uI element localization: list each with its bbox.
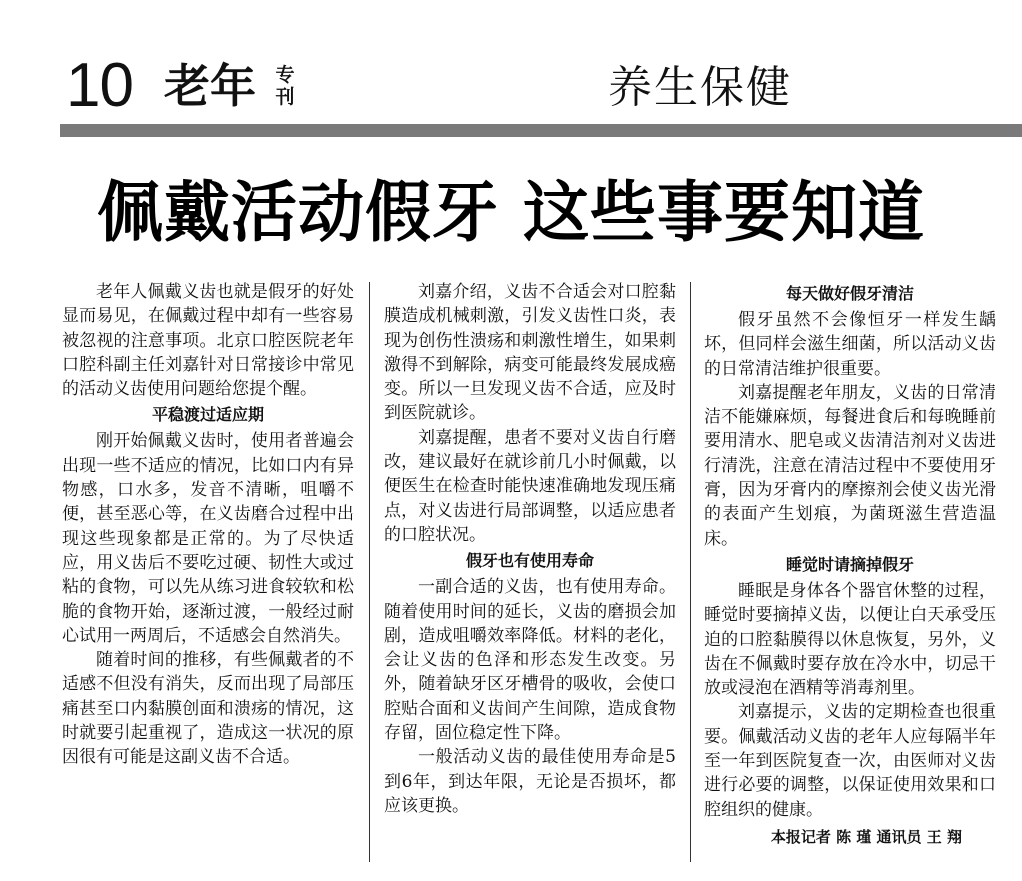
paragraph: 随着时间的推移，有些佩戴者的不适感不但没有消失，反而出现了局部压痛甚至口内黏膜创面和溃疡的情况，这时就要引起重视了，造成这一状况的原因很有可能是这副义齿不合适。 — [62, 650, 354, 768]
paragraph: 刘嘉提示，义齿的定期检查也很重要。佩戴活动义齿的老年人应每隔半年至一年到医院复查一次，由医师对义齿进行必要的调整，以保证使用效果和口腔组织的健康。 — [704, 702, 996, 820]
paragraph: 假牙虽然不会像恒牙一样发生龋坏，但同样会滋生细菌，所以活动义齿的日常清洁维护很重要。 — [704, 310, 996, 379]
page-number: 10 — [66, 51, 133, 120]
subheading: 平稳渡过适应期 — [151, 405, 264, 425]
section-title: 养生保健 — [608, 62, 792, 113]
paragraph: 刚开始佩戴义齿时，使用者普遍会出现一些不适应的情况，比如口内有异物感，口水多，发音不清晰，咀嚼不便，甚至恶心等，在义齿磨合过程中出现这些现象都是正常的。为了尽快适应，用义齿后不要吃过硬、韧性大或过粘的食物，可以先从练习进食较软和松脆的食物开始，逐渐过渡，一般经过耐心试用一两周后，不适感会自然消失。 — [62, 431, 354, 646]
article-column-3 — [704, 280, 996, 850]
paragraph: 老年人佩戴义齿也就是假牙的好处显而易见，在佩戴过程中却有一些容易被忽视的注意事项。北京口腔医院老年口腔科副主任刘嘉针对日常接诊中常见的活动义齿使用问题给您提个醒。 — [62, 282, 354, 400]
subheading: 睡觉时请摘掉假牙 — [785, 554, 914, 574]
paragraph: 刘嘉提醒老年朋友，义齿的日常清洁不能嫌麻烦，每餐进食后和每晚睡前要用清水、肥皂或义齿清洁剂对义齿进行清洗，注意在清洁过程中不要使用牙膏，因为牙膏内的摩擦剂会使义齿光滑的表面产生划痕，为菌斑滋生营造温床。 — [704, 382, 996, 549]
paragraph: 睡眠是身体各个器官休整的过程，睡觉时要摘掉义齿，以便让白天承受压迫的口腔黏膜得以休息恢复，另外，义齿在不佩戴时要存放在冷水中，切忌干放或浸泡在酒精等消毒剂里。 — [704, 580, 996, 699]
paragraph: 一般活动义齿的最佳使用寿命是5到6年，到达年限，无论是否损坏，都应该更换。 — [384, 747, 676, 816]
masthead — [60, 52, 1000, 122]
article-column-2 — [384, 280, 676, 818]
article-headline: 佩戴活动假牙 这些事要知道 — [97, 174, 925, 251]
publication-subtitle: 专刊 — [275, 64, 295, 108]
paragraph: 一副合适的义齿，也有使用寿命。随着使用时间的延长，义齿的磨损会加剧，造成咀嚼效率降低。材料的老化，会让义齿的色泽和形态发生改变。另外，随着缺牙区牙槽骨的吸收，会使口腔贴合面和义齿间产生间隙，造成食物存留，固位稳定性下降。 — [384, 577, 676, 744]
column-divider — [369, 282, 370, 862]
publication-name: 老年 — [164, 59, 256, 113]
subheading: 假牙也有使用寿命 — [465, 551, 594, 571]
column-divider — [690, 282, 691, 862]
paragraph: 刘嘉提醒，患者不要对义齿自行磨改，建议最好在就诊前几小时佩戴，以便医生在检查时能快速准确地发现压痛点，对义齿进行局部调整，以适应患者的口腔状况。 — [384, 427, 676, 545]
article-column-1 — [62, 280, 354, 770]
paragraph: 刘嘉介绍，义齿不合适会对口腔黏膜造成机械刺激，引发义齿性口炎，表现为创伤性溃疡和刺激性增生，如果刺激得不到解除，病变可能最终发展成癌变。所以一旦发现义齿不合适，应及时到医院就诊。 — [384, 282, 676, 424]
byline: 本报记者 陈 瑾 通讯员 王 翔 — [770, 827, 962, 846]
header-rule — [60, 124, 1022, 137]
subheading: 每天做好假牙清洁 — [785, 284, 914, 303]
